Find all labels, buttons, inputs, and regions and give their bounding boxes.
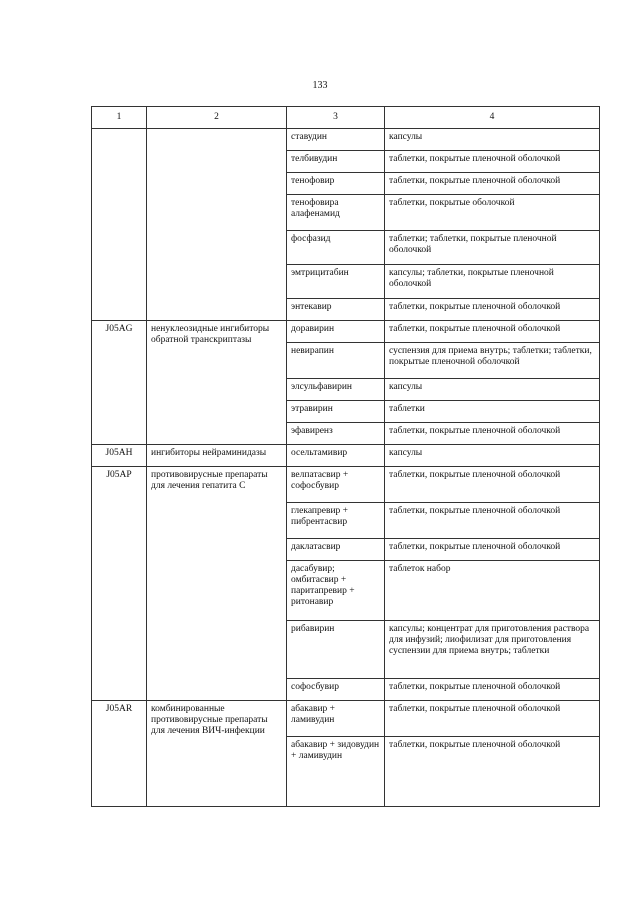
atc-code-cell: [92, 129, 147, 321]
dosage-form-cell: таблетки: [385, 401, 600, 423]
table-row: [92, 321, 600, 343]
drug-name-cell: софосбувир: [287, 679, 385, 701]
dosage-form-cell: капсулы: [385, 445, 600, 467]
drug-name-cell: осельтамивир: [287, 445, 385, 467]
column-header: 3: [287, 107, 385, 129]
drug-name-cell: элсульфавирин: [287, 379, 385, 401]
atc-code-cell: J05AH: [92, 445, 147, 467]
column-header: 2: [147, 107, 287, 129]
atc-code-cell: J05AP: [92, 467, 147, 701]
dosage-form-cell: таблетки, покрытые пленочной оболочкой: [385, 321, 600, 343]
dosage-form-cell: таблетки, покрытые пленочной оболочкой: [385, 737, 600, 807]
table-row: [92, 701, 600, 737]
pharmacological-group-cell: ненуклеозидные ингибиторы обратной транскриптазы: [147, 321, 287, 445]
pharmacological-group-cell: противовирусные препараты для лечения гепатита С: [147, 467, 287, 701]
pharmacological-group-cell: комбинированные противовирусные препараты для лечения ВИЧ-инфекции: [147, 701, 287, 807]
table-row: [92, 467, 600, 503]
drug-name-cell: абакавир + зидовудин + ламивудин: [287, 737, 385, 807]
dosage-form-cell: капсулы; таблетки, покрытые пленочной оболочкой: [385, 265, 600, 299]
table-row: [92, 445, 600, 467]
drug-name-cell: тенофовира алафенамид: [287, 195, 385, 231]
drug-name-cell: эфавиренз: [287, 423, 385, 445]
dosage-form-cell: капсулы: [385, 379, 600, 401]
drug-name-cell: телбивудин: [287, 151, 385, 173]
dosage-form-cell: таблеток набор: [385, 561, 600, 621]
atc-code-cell: J05AR: [92, 701, 147, 807]
dosage-form-cell: таблетки, покрытые пленочной оболочкой: [385, 701, 600, 737]
drug-name-cell: этравирин: [287, 401, 385, 423]
dosage-form-cell: таблетки; таблетки, покрытые пленочной оболочкой: [385, 231, 600, 265]
pharmacological-group-cell: ингибиторы нейраминидазы: [147, 445, 287, 467]
drug-name-cell: фосфазид: [287, 231, 385, 265]
dosage-form-cell: таблетки, покрытые пленочной оболочкой: [385, 679, 600, 701]
drug-name-cell: рибавирин: [287, 621, 385, 679]
drug-name-cell: тенофовир: [287, 173, 385, 195]
drug-name-cell: даклатасвир: [287, 539, 385, 561]
drug-name-cell: энтекавир: [287, 299, 385, 321]
dosage-form-cell: таблетки, покрытые пленочной оболочкой: [385, 299, 600, 321]
dosage-form-cell: таблетки, покрытые оболочкой: [385, 195, 600, 231]
dosage-form-cell: таблетки, покрытые пленочной оболочкой: [385, 423, 600, 445]
table-body: [92, 129, 600, 807]
drug-name-cell: абакавир + ламивудин: [287, 701, 385, 737]
column-header: 1: [92, 107, 147, 129]
column-header: 4: [385, 107, 600, 129]
drug-name-cell: невирапин: [287, 343, 385, 379]
drug-name-cell: доравирин: [287, 321, 385, 343]
table-row: [92, 129, 600, 151]
drug-name-cell: дасабувир; омбитасвир + паритапревир + ритонавир: [287, 561, 385, 621]
dosage-form-cell: таблетки, покрытые пленочной оболочкой: [385, 151, 600, 173]
pharmacological-group-cell: [147, 129, 287, 321]
dosage-form-cell: таблетки, покрытые пленочной оболочкой: [385, 173, 600, 195]
atc-code-cell: J05AG: [92, 321, 147, 445]
dosage-form-cell: таблетки, покрытые пленочной оболочкой: [385, 503, 600, 539]
dosage-form-cell: капсулы: [385, 129, 600, 151]
dosage-form-cell: таблетки, покрытые пленочной оболочкой: [385, 539, 600, 561]
page-number: 133: [312, 80, 328, 91]
drug-name-cell: глекапревир + пибрентасвир: [287, 503, 385, 539]
dosage-form-cell: таблетки, покрытые пленочной оболочкой: [385, 467, 600, 503]
table-header-row: [92, 107, 600, 129]
dosage-form-cell: капсулы; концентрат для приготовления раствора для инфузий; лиофилизат для приготовления суспензии для приема внутрь; таблетки: [385, 621, 600, 679]
drug-name-cell: велпатасвир + софосбувир: [287, 467, 385, 503]
dosage-form-cell: суспензия для приема внутрь; таблетки; таблетки, покрытые пленочной оболочкой: [385, 343, 600, 379]
drug-name-cell: ставудин: [287, 129, 385, 151]
drug-name-cell: эмтрицитабин: [287, 265, 385, 299]
medication-table: [91, 106, 600, 807]
